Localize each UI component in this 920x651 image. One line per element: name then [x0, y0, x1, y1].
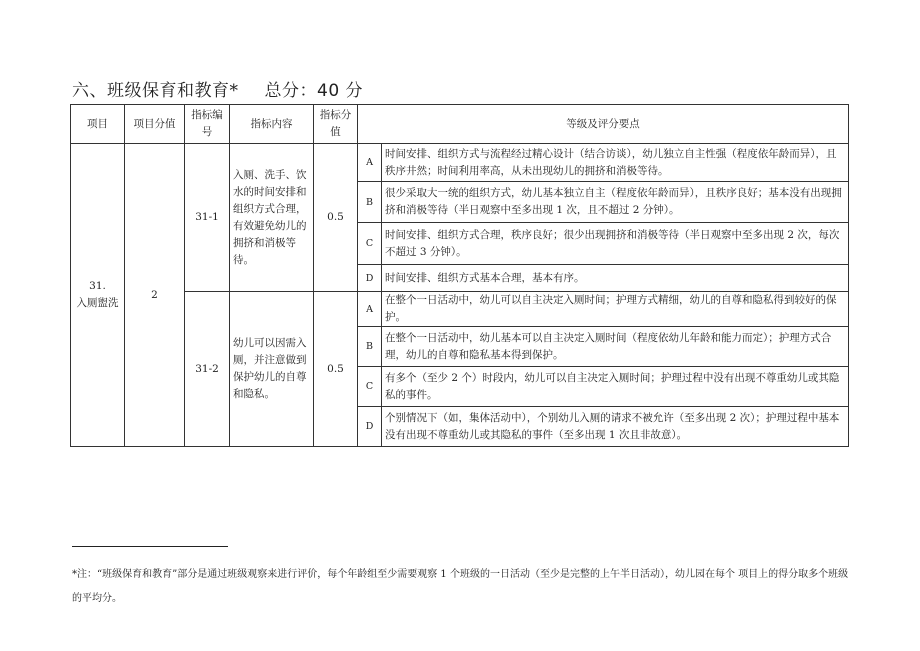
section-title-text: 六、班级保育和教育* — [72, 81, 239, 101]
indicator-content: 入厕、洗手、饮水的时间安排和组织方式合理，有效避免幼儿的拥挤和消极等待。 — [230, 144, 314, 292]
grade-description: 在整个一日活动中，幼儿可以自主决定入厕时间；护理方式精细，幼儿的自尊和隐私得到较好的保护。 — [382, 292, 849, 327]
indicator-score: 0.5 — [314, 292, 358, 447]
header-content: 指标内容 — [230, 105, 314, 144]
footnote: *注：“班级保育和教育”部分是通过班级观察来进行评价，每个年龄组至少需要观察 1 个班级的一日活动（至少是完整的上午半日活动），幼儿园在每个 项目上的得分取多个班级的平均分。 — [72, 569, 849, 604]
grade-description: 个别情况下（如，集体活动中），个别幼儿入厕的请求不被允许（至多出现 2 次）；护理过程中基本没有出现不尊重幼儿或其隐私的事件（至多出现 1 次且非故意）。 — [382, 407, 849, 447]
evaluation-table — [70, 104, 849, 447]
item-name: 31. 入厕盥洗 — [71, 144, 125, 447]
grade-level: D — [358, 265, 382, 292]
grade-description: 时间安排、组织方式与流程经过精心设计（结合访谈），幼儿独立自主性强（程度依年龄而异），且秩序井然；时间利用率高，从未出现幼儿的拥挤和消极等待。 — [382, 144, 849, 182]
grade-description: 时间安排、组织方式基本合理，基本有序。 — [382, 265, 849, 292]
grade-description: 有多个（至少 2 个）时段内，幼儿可以自主决定入厕时间；护理过程中没有出现不尊重幼儿或其隐私的事件。 — [382, 367, 849, 407]
indicator-code: 31-2 — [185, 292, 230, 447]
grade-description: 很少采取大一统的组织方式，幼儿基本独立自主（程度依年龄而异），且秩序良好；基本没有出现拥挤和消极等待（半日观察中至多出现 1 次，且不超过 2 分钟）。 — [382, 182, 849, 223]
section-title — [72, 76, 363, 101]
grade-level: C — [358, 367, 382, 407]
table-row — [71, 144, 849, 182]
grade-description: 时间安排、组织方式合理，秩序良好；很少出现拥挤和消极等待（半日观察中至多出现 2 次，每次不超过 3 分钟）。 — [382, 223, 849, 265]
grade-level: A — [358, 292, 382, 327]
grade-level: C — [358, 223, 382, 265]
indicator-score: 0.5 — [314, 144, 358, 292]
header-code: 指标编号 — [185, 105, 230, 144]
header-grading: 等级及评分要点 — [358, 105, 849, 144]
footnote-divider — [72, 546, 228, 547]
header-item: 项目 — [71, 105, 125, 144]
header-row — [71, 105, 849, 144]
indicator-content: 幼儿可以因需入厕，并注意做到保护幼儿的自尊和隐私。 — [230, 292, 314, 447]
grade-level: B — [358, 327, 382, 367]
grade-level: B — [358, 182, 382, 223]
item-value: 2 — [125, 144, 185, 447]
total-score: 总分：40 分 — [264, 81, 364, 101]
grade-level: A — [358, 144, 382, 182]
grade-level: D — [358, 407, 382, 447]
header-value: 项目分值 — [125, 105, 185, 144]
indicator-code: 31-1 — [185, 144, 230, 292]
header-score: 指标分值 — [314, 105, 358, 144]
grade-description: 在整个一日活动中，幼儿基本可以自主决定入厕时间（程度依幼儿年龄和能力而定）；护理方式合理，幼儿的自尊和隐私基本得到保护。 — [382, 327, 849, 367]
table-row — [71, 292, 849, 327]
